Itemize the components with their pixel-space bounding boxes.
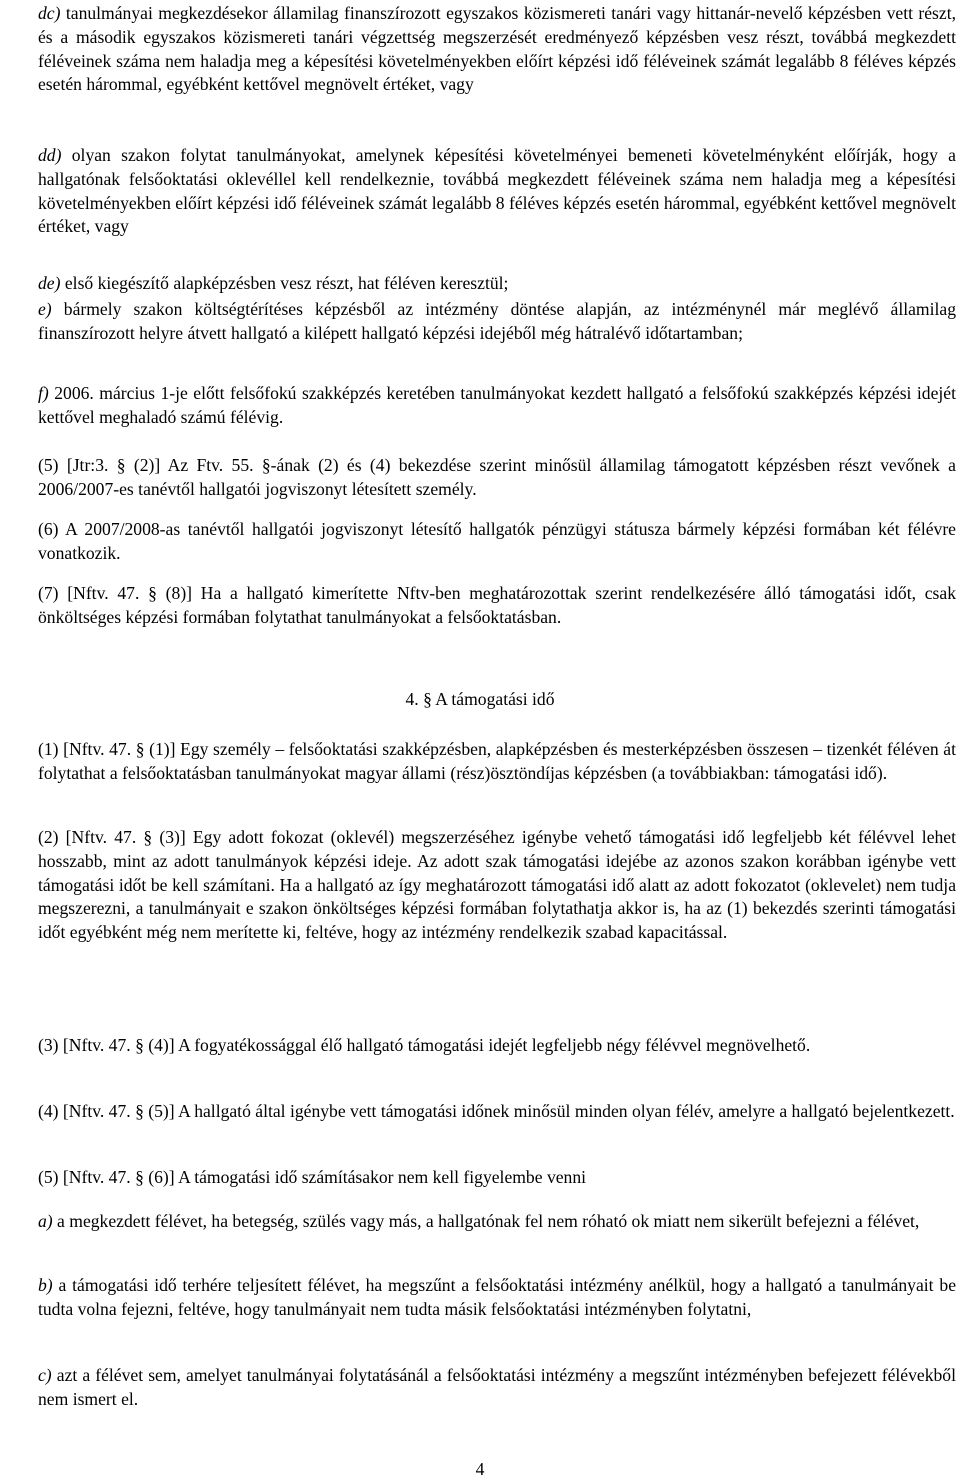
paragraph-text: olyan szakon folytat tanulmányokat, amelynek képesítési követelményei bemeneti követelményként előírják, hogy a hallgatónak felsőoktatási oklevéllel kell rendelkeznie, továbbá megkezdett féléveinek száma nem haladja meg a képesítési követelményekben előírt képzési idő féléveinek számát legalább 8 féléves képzés esetén hárommal, egyébként kettővel megnövelt értéket, vagy [38,145,956,237]
paragraph-text: [Nftv. 47. § (5)] A hallgató által igénybe vett támogatási időnek minősül minden olyan félév, amelyre a hallgató bejelentkezett. [58,1101,955,1121]
item-marker: f) [38,383,49,403]
paragraph-text: azt a félévet sem, amelyet tanulmányai folytatásánál a felsőoktatási intézmény a megszűnt intézményben befejezett félévekből nem ismert el. [38,1365,956,1409]
item-marker: dd) [38,145,62,165]
section-heading: 4. § A támogatási idő [405,689,555,709]
paragraph-dd [38,144,956,239]
item-marker: (1) [38,739,59,759]
item-marker: c) [38,1365,52,1385]
paragraph-b [38,1274,956,1322]
item-marker: b) [38,1275,53,1295]
paragraph-s4-5 [38,1166,956,1190]
paragraph-7 [38,582,956,630]
page-number: 4 [475,1459,485,1479]
paragraph-a [38,1210,956,1234]
paragraph-text: bármely szakon költségtérítéses képzésből az intézmény döntése alapján, az intézménynél már meglévő államilag finanszírozott helyre átvett hallgató a kilépett hallgató képzési idejéből még hátralévő időtartamban; [38,299,956,343]
paragraph-text: [Nftv. 47. § (8)] Ha a hallgató kimerítette Nftv-ben meghatározottak szerint rendelkezésére álló támogatási időt, csak önköltséges képzési formában folytathat tanulmányokat a felsőoktatásban. [38,583,956,627]
paragraph-text: a megkezdett félévet, ha betegség, szülés vagy más, a hallgatónak fel nem róható ok miatt nem sikerült befejezni a félévet, [52,1211,920,1231]
paragraph-dc [38,2,956,97]
paragraph-e [38,298,956,346]
paragraph-text: [Nftv. 47. § (4)] A fogyatékossággal élő hallgató támogatási idejét legfeljebb négy félévvel megnövelhető. [58,1035,811,1055]
paragraph-text: tanulmányai megkezdésekor államilag finanszírozott egyszakos közismereti tanári vagy hittanár-nevelő képzésben vett részt, és a második egyszakos közismereti tanári végzettség megszerzését eredményező képzésben vesz részt, továbbá megkezdett féléveinek száma nem haladja meg a képesítési követelményekben előírt képzési idő féléveinek számát legalább 8 féléves képzés esetén hárommal, egyébként kettővel megnövelt értéket, vagy [38,3,956,95]
paragraph-de [38,272,956,296]
item-marker: a) [38,1211,53,1231]
item-marker: (6) [38,519,59,539]
paragraph-s4-4 [38,1100,956,1124]
paragraph-text: első kiegészítő alapképzésben vesz részt, hat féléven keresztül; [60,273,509,293]
paragraph-6 [38,518,956,566]
item-marker: e) [38,299,52,319]
paragraph-5 [38,454,956,502]
item-marker: (2) [38,827,59,847]
paragraph-text: 2006. március 1-je előtt felsőfokú szakképzés keretében tanulmányokat kezdett hallgató a felsőfokú szakképzés képzési idejét kettővel meghaladó számú félévig. [38,383,956,427]
item-marker: (5) [38,455,59,475]
paragraph-text: [Nftv. 47. § (1)] Egy személy – felsőoktatási szakképzésben, alapképzésben és mesterképzésben összesen – tizenkét féléven át folytathat a felsőoktatásban tanulmányokat magyar állami (rész)ösztöndíjas képzésben (a továbbiakban: támogatási idő). [38,739,956,783]
item-marker: dc) [38,3,61,23]
item-marker: (5) [38,1167,59,1187]
item-marker: de) [38,273,61,293]
paragraph-s4-1 [38,738,956,786]
paragraph-s4-3 [38,1034,956,1058]
item-marker: (3) [38,1035,59,1055]
paragraph-s4-2 [38,826,956,945]
paragraph-c [38,1364,956,1412]
paragraph-text: a támogatási idő terhére teljesített félévet, ha megszűnt a felsőoktatási intézmény anélkül, hogy a hallgató a tanulmányait be tudta volna fejezni, feltéve, hogy tanulmányait nem tudta másik felsőoktatási intézményben folytatni, [38,1275,956,1319]
item-marker: (7) [38,583,59,603]
paragraph-text: [Nftv. 47. § (3)] Egy adott fokozat (oklevél) megszerzéséhez igénybe vehető támogatási idő legfeljebb két félévvel lehet hosszabb, mint az adott tanulmányok képzési ideje. Az adott szak támogatási idejébe az azonos szakon korábban igénybe vett támogatási időt be kell számítani. Ha a hallgató az így meghatározott támogatási idő alatt az adott fokozatot (oklevelet) nem tudja megszerezni, a tanulmányait e szakon önköltséges képzési formában folytathatja akkor is, ha az (1) bekezdés szerinti támogatási időt egyébként még nem merítette ki, feltéve, hogy az intézmény rendelkezik szabad kapacitással. [38,827,956,943]
paragraph-text: [Nftv. 47. § (6)] A támogatási idő számításakor nem kell figyelembe venni [58,1167,587,1187]
paragraph-text: [Jtr:3. § (2)] Az Ftv. 55. §-ának (2) és (4) bekezdése szerint minősül államilag támogatott képzésben részt vevőnek a 2006/2007-es tanévtől hallgatói jogviszonyt létesített személy. [38,455,956,499]
paragraph-f [38,382,956,430]
paragraph-text: A 2007/2008-as tanévtől hallgatói jogviszonyt létesítő hallgatók pénzügyi státusza bármely képzési formában két félévre vonatkozik. [38,519,956,563]
item-marker: (4) [38,1101,59,1121]
